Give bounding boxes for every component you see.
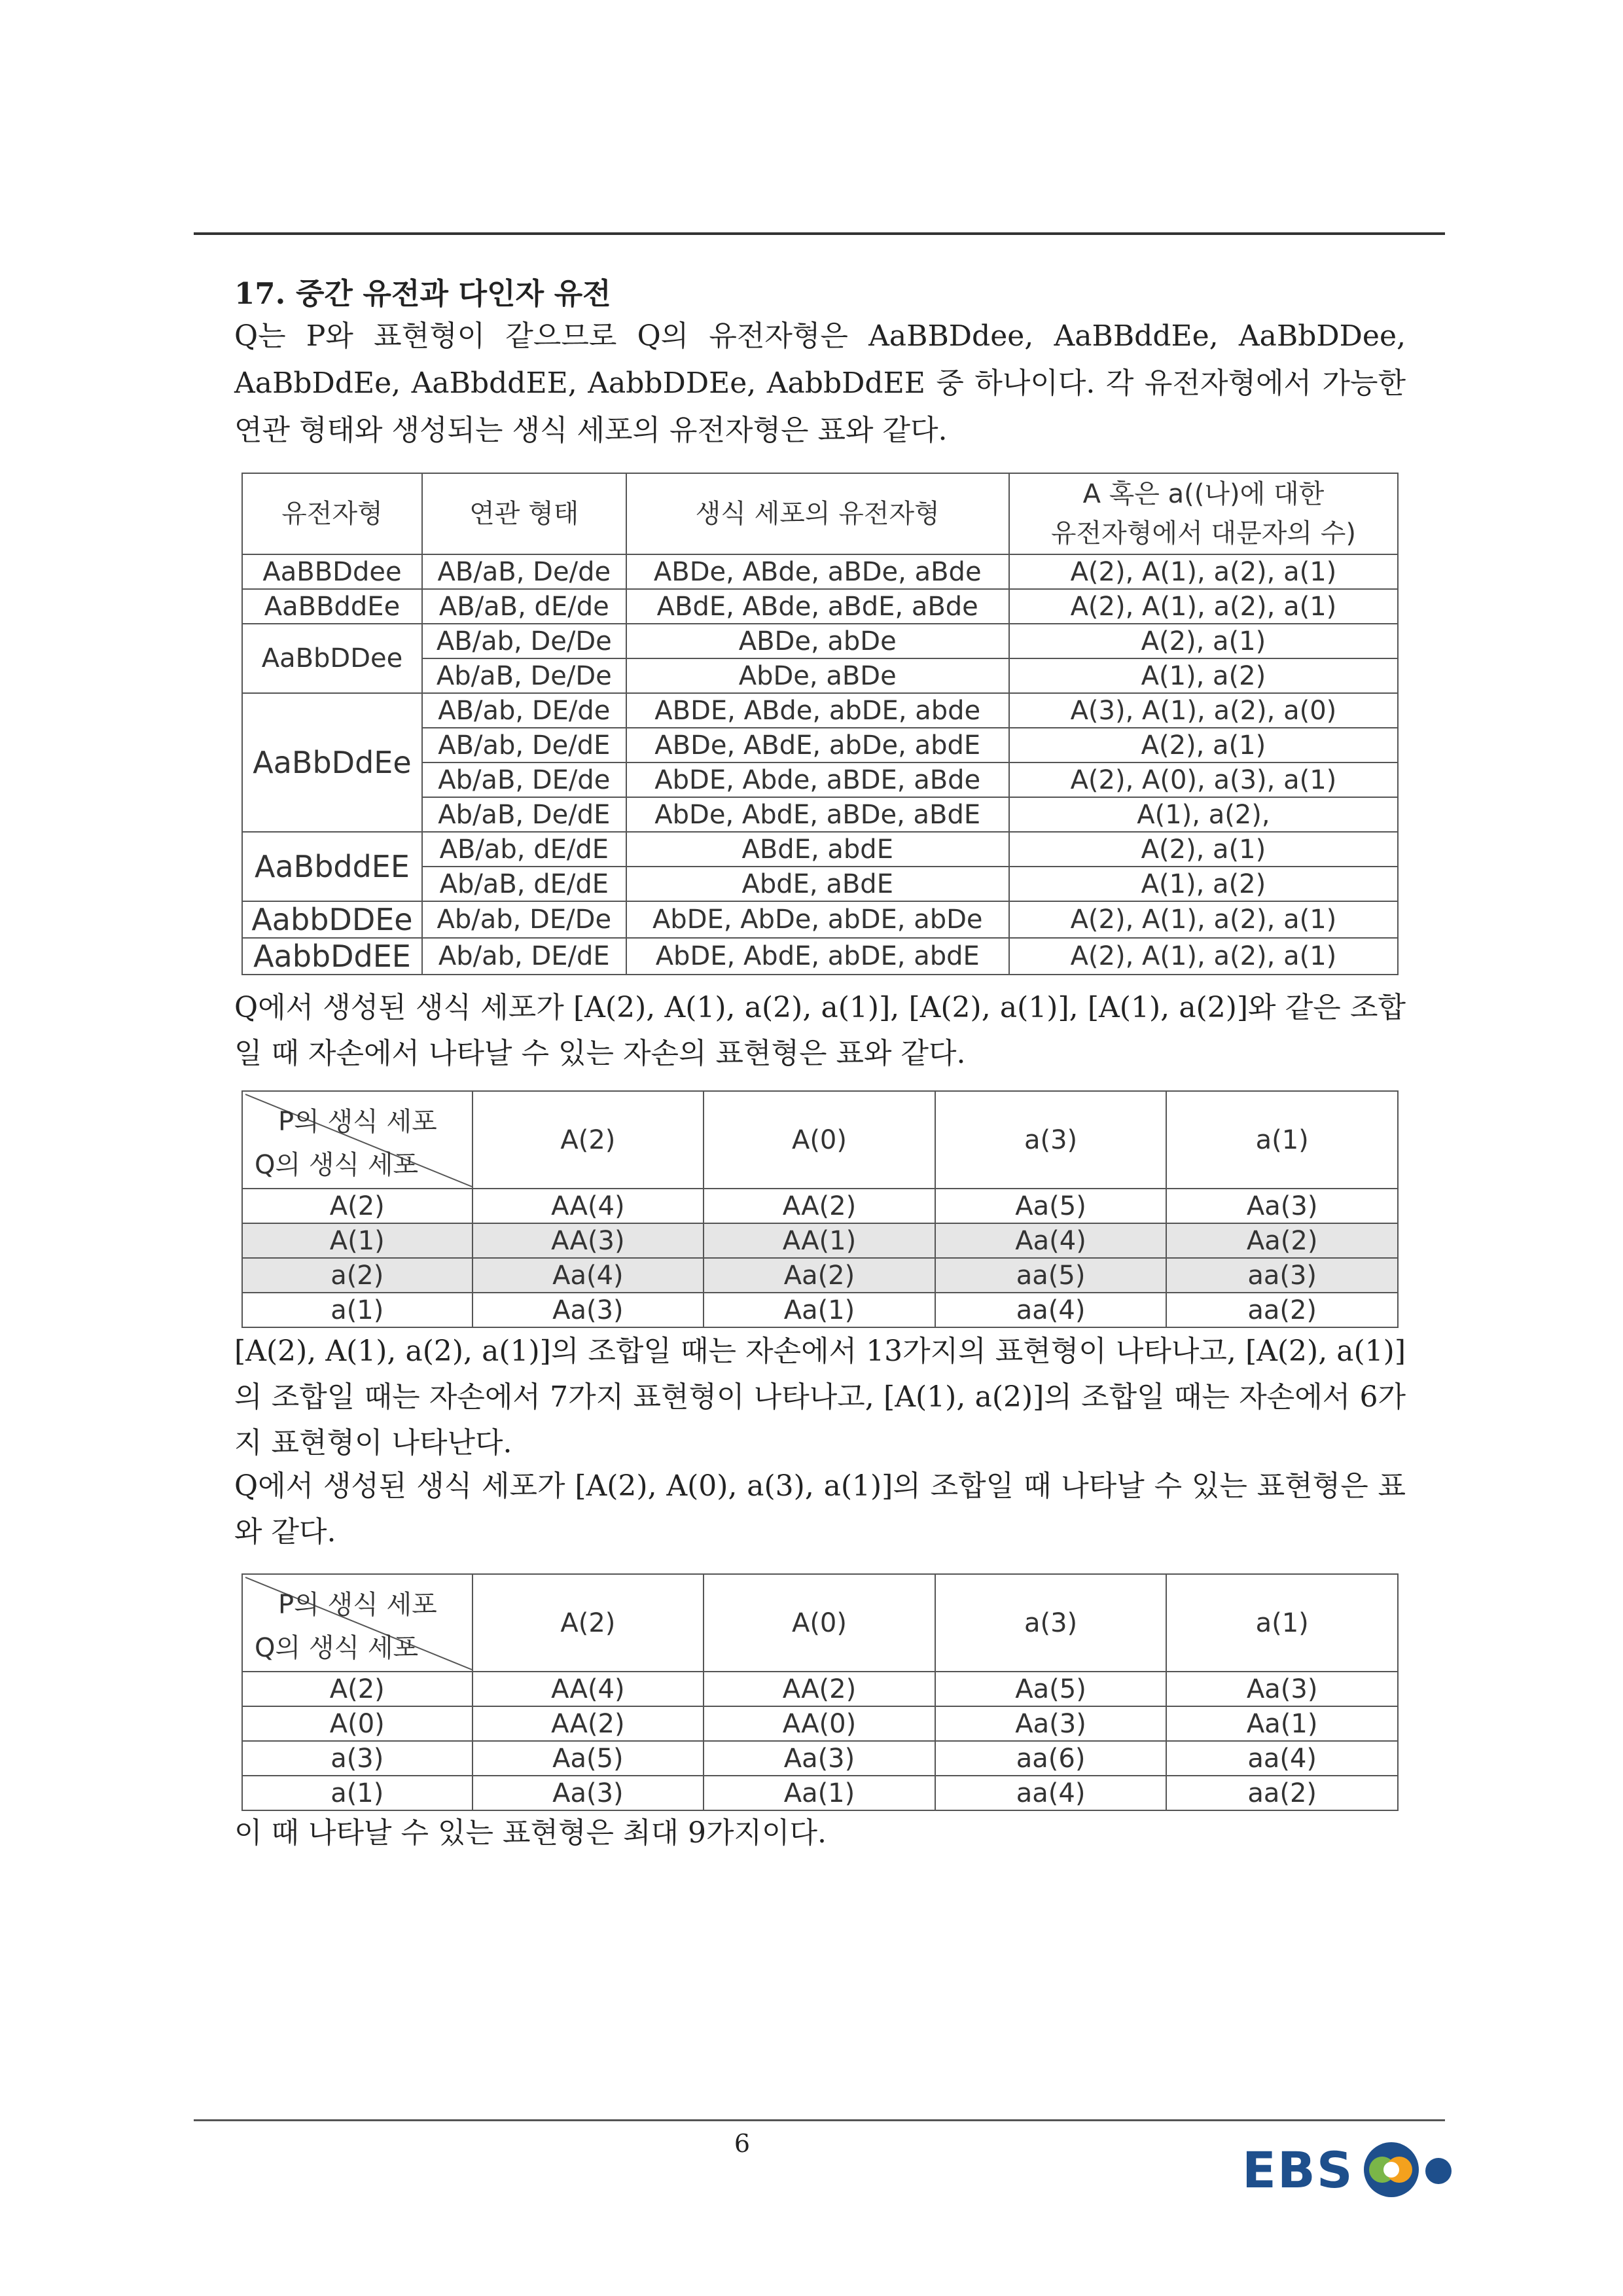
gametes-cell: ABdE, ABde, aBdE, aBde (626, 589, 1009, 624)
table-header-row (242, 1574, 1398, 1672)
col-header: A(2) (473, 1091, 704, 1189)
table-cell: Aa(3) (473, 1293, 704, 1327)
table-cell: Aa(1) (1166, 1706, 1398, 1741)
genotype-cell: AaBBDdee (242, 554, 422, 589)
ebs-logo (1242, 2136, 1465, 2208)
table-cell: Aa(5) (473, 1741, 704, 1776)
table-cell: Aa(5) (935, 1189, 1167, 1223)
offspring-phenotype-table-2 (241, 1573, 1399, 1811)
table-header-row (242, 1091, 1398, 1189)
row-header: A(0) (242, 1706, 473, 1741)
table-cell: AA(0) (704, 1706, 935, 1741)
gametes-cell: AbDE, Abde, aBDE, aBde (626, 762, 1009, 797)
table-cell: Aa(3) (935, 1706, 1167, 1741)
header-linkage: 연관 형태 (422, 473, 626, 554)
genotype-cell: AaBbddEE (242, 832, 422, 901)
table-row (242, 832, 1398, 867)
table-header-row (242, 473, 1398, 554)
table-row (242, 1672, 1398, 1706)
table-cell: Aa(3) (704, 1741, 935, 1776)
page-number: 6 (734, 2129, 751, 2158)
table-cell: AA(4) (473, 1189, 704, 1223)
ebs-logo-icon (1242, 2136, 1465, 2208)
count-cell: A(2), A(1), a(2), a(1) (1009, 554, 1398, 589)
count-cell: A(2), A(0), a(3), a(1) (1009, 762, 1398, 797)
corner-bottom-label: Q의 생식 세포 (255, 1150, 419, 1180)
header-count (1009, 473, 1398, 554)
header-count-line2: 유전자형에서 대문자의 수) (1050, 518, 1356, 548)
table-cell: AA(2) (704, 1189, 935, 1223)
gametes-cell: ABDE, ABde, abDE, abde (626, 693, 1009, 728)
linkage-cell: Ab/aB, De/dE (422, 797, 626, 832)
count-cell: A(2), A(1), a(2), a(1) (1009, 938, 1398, 975)
table-cell: Aa(4) (935, 1223, 1167, 1258)
row-header: a(1) (242, 1776, 473, 1810)
table-cell: aa(5) (935, 1258, 1167, 1293)
table-cell: Aa(2) (704, 1258, 935, 1293)
count-cell: A(2), a(1) (1009, 728, 1398, 762)
col-header: A(0) (704, 1574, 935, 1672)
table-row (242, 1293, 1398, 1327)
linkage-cell: Ab/ab, DE/De (422, 901, 626, 938)
table-row (242, 901, 1398, 938)
table-cell: Aa(5) (935, 1672, 1167, 1706)
gametes-cell: AbDe, aBDe (626, 658, 1009, 693)
count-cell: A(2), A(1), a(2), a(1) (1009, 901, 1398, 938)
table-row (242, 589, 1398, 624)
genotype-cell: AaBBddEe (242, 589, 422, 624)
linkage-cell: AB/ab, DE/de (422, 693, 626, 728)
table-cell: aa(6) (935, 1741, 1167, 1776)
genotype-cell: AaBbDdEe (242, 693, 422, 832)
table-row (242, 938, 1398, 975)
row-header: A(2) (242, 1672, 473, 1706)
linkage-cell: AB/ab, dE/dE (422, 832, 626, 867)
header-genotype: 유전자형 (242, 473, 422, 554)
top-rule (194, 232, 1445, 235)
gametes-cell: AbDe, AbdE, aBDe, aBdE (626, 797, 1009, 832)
table-cell: AA(2) (473, 1706, 704, 1741)
ebs-logo-text: EBS (1242, 2141, 1354, 2199)
linkage-cell: Ab/aB, De/De (422, 658, 626, 693)
table-cell: aa(2) (1166, 1776, 1398, 1810)
table-cell: AA(2) (704, 1672, 935, 1706)
table-row-highlighted (242, 1258, 1398, 1293)
linkage-cell: AB/ab, De/dE (422, 728, 626, 762)
table-cell: AA(1) (704, 1223, 935, 1258)
col-header: a(3) (935, 1574, 1167, 1672)
count-cell: A(2), A(1), a(2), a(1) (1009, 589, 1398, 624)
gametes-cell: AbDE, AbdE, abDE, abdE (626, 938, 1009, 975)
table-cell: Aa(1) (704, 1776, 935, 1810)
linkage-cell: AB/aB, dE/de (422, 589, 626, 624)
genotype-cell: AaBbDDee (242, 624, 422, 693)
row-header: A(2) (242, 1189, 473, 1223)
offspring-phenotype-table-1 (241, 1090, 1399, 1328)
paragraph-phenotype-counts: [A(2), A(1), a(2), a(1)]의 조합일 때는 자손에서 13가지의 표현형이 나타나고, [A(2), a(1)]의 조합일 때는 자손에서 7가지 표현형이 나타나고, [A(1), a(2)]의 조합일 때는 자손에서 6가지 표현형이 나타난다. (234, 1335, 1406, 1460)
col-header: a(3) (935, 1091, 1167, 1189)
table-cell: aa(4) (935, 1293, 1167, 1327)
count-cell: A(1), a(2) (1009, 867, 1398, 901)
genotype-linkage-table (241, 473, 1399, 975)
intro-paragraph: Q는 P와 표현형이 같으므로 Q의 유전자형은 AaBBDdee, AaBBddEe, AaBbDDee, AaBbDdEe, AaBbddEE, AabbDDEe, AabbDdEE 중 하나이다. 각 유전자형에서 가능한 연관 형태와 생성되는 생식 세포의 유전자형은 표와 같다. (234, 319, 1406, 447)
table-cell: AA(4) (473, 1672, 704, 1706)
corner-bottom-label: Q의 생식 세포 (255, 1633, 419, 1663)
gametes-cell: ABDe, ABde, aBDe, aBde (626, 554, 1009, 589)
table-cell: aa(4) (1166, 1741, 1398, 1776)
row-header: A(1) (242, 1223, 473, 1258)
table-row-highlighted (242, 1223, 1398, 1258)
table-cell: Aa(3) (1166, 1189, 1398, 1223)
linkage-cell: Ab/aB, dE/dE (422, 867, 626, 901)
table-row (242, 1706, 1398, 1741)
linkage-cell: Ab/aB, DE/de (422, 762, 626, 797)
linkage-cell: Ab/ab, DE/dE (422, 938, 626, 975)
table-cell: aa(2) (1166, 1293, 1398, 1327)
col-header: A(0) (704, 1091, 935, 1189)
col-header: a(1) (1166, 1091, 1398, 1189)
conclusion-paragraph: 이 때 나타날 수 있는 표현형은 최대 9가지이다. (234, 1816, 827, 1850)
paragraph-q-gametes-2: Q에서 생성된 생식 세포가 [A(2), A(0), a(3), a(1)]의 조합일 때 나타날 수 있는 표현형은 표와 같다. (234, 1469, 1406, 1549)
row-header: a(3) (242, 1741, 473, 1776)
gametes-cell: ABDe, abDe (626, 624, 1009, 658)
table-row (242, 554, 1398, 589)
count-cell: A(1), a(2) (1009, 658, 1398, 693)
corner-top-label: P의 생식 세포 (278, 1107, 437, 1137)
gametes-cell: ABDe, ABdE, abDe, abdE (626, 728, 1009, 762)
table-cell: aa(4) (935, 1776, 1167, 1810)
linkage-cell: AB/aB, De/de (422, 554, 626, 589)
corner-top-label: P의 생식 세포 (278, 1590, 437, 1620)
table-cell: Aa(4) (473, 1258, 704, 1293)
col-header: a(1) (1166, 1574, 1398, 1672)
count-cell: A(2), a(1) (1009, 624, 1398, 658)
corner-cell (242, 1091, 473, 1189)
row-header: a(1) (242, 1293, 473, 1327)
paragraph-q-gametes: Q에서 생성된 생식 세포가 [A(2), A(1), a(2), a(1)], [A(2), a(1)], [A(1), a(2)]와 같은 조합일 때 자손에서 나타날 수 있는 자손의 표현형은 표와 같다. (234, 991, 1406, 1070)
corner-cell (242, 1574, 473, 1672)
table-row (242, 1741, 1398, 1776)
col-header: A(2) (473, 1574, 704, 1672)
gametes-cell: ABdE, abdE (626, 832, 1009, 867)
table-row (242, 1189, 1398, 1223)
table-cell: Aa(1) (704, 1293, 935, 1327)
table-cell: Aa(3) (1166, 1672, 1398, 1706)
table-cell: Aa(2) (1166, 1223, 1398, 1258)
count-cell: A(1), a(2), (1009, 797, 1398, 832)
table-cell: AA(3) (473, 1223, 704, 1258)
section-heading: 17. 중간 유전과 다인자 유전 (234, 276, 611, 311)
table-row (242, 693, 1398, 728)
gametes-cell: AbdE, aBdE (626, 867, 1009, 901)
count-cell: A(2), a(1) (1009, 832, 1398, 867)
count-cell: A(3), A(1), a(2), a(0) (1009, 693, 1398, 728)
linkage-cell: AB/ab, De/De (422, 624, 626, 658)
header-count-line1: A 혹은 a((나)에 대한 (1082, 479, 1325, 509)
header-gametes: 생식 세포의 유전자형 (626, 473, 1009, 554)
table-cell: aa(3) (1166, 1258, 1398, 1293)
gametes-cell: AbDE, AbDe, abDE, abDe (626, 901, 1009, 938)
genotype-cell: AabbDDEe (242, 901, 422, 938)
table-cell: Aa(3) (473, 1776, 704, 1810)
row-header: a(2) (242, 1258, 473, 1293)
bottom-rule (194, 2119, 1445, 2121)
table-row (242, 624, 1398, 658)
table-row (242, 1776, 1398, 1810)
genotype-cell: AabbDdEE (242, 938, 422, 975)
